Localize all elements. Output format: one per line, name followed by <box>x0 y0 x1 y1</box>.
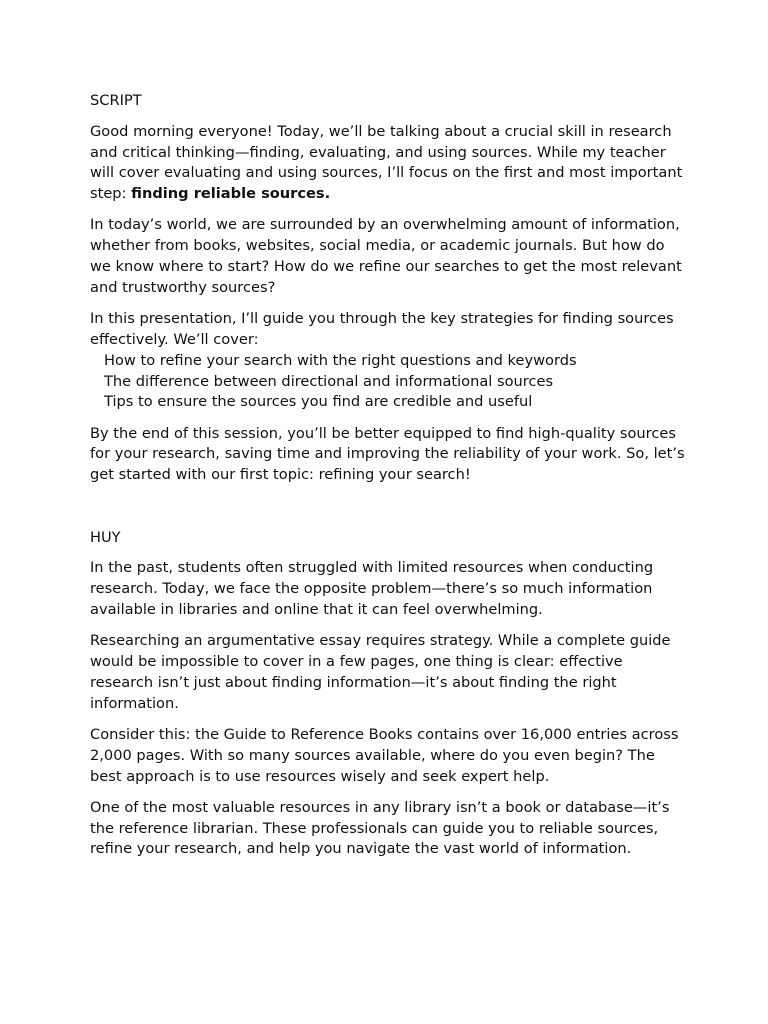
section-heading-huy: HUY <box>90 528 121 546</box>
list-item-text: The difference between directional and informational sources <box>104 372 554 390</box>
section-heading-script: SCRIPT <box>90 92 142 109</box>
script-paragraph-1-bold: finding reliable sources. <box>131 185 331 203</box>
list-item <box>90 392 690 413</box>
script-paragraph-3-intro: In this presentation, I’ll guide you through the key strategies for finding sources effectively. We’ll cover: <box>90 310 674 348</box>
huy-paragraph-3: Consider this: the Guide to Reference Books contains over 16,000 entries across 2,000 pages. With so many sources available, where do you even begin? The best approach is to use resources wisely and seek expert help. <box>90 725 679 785</box>
section-spacer <box>90 497 690 528</box>
script-paragraph-4: By the end of this session, you’ll be better equipped to find high-quality sources for your research, saving time and improving the reliability of your work. So, let’s get started with our first topic: refining your search! <box>90 424 685 484</box>
bullet-list <box>90 351 690 413</box>
script-paragraph-2: In today’s world, we are surrounded by an overwhelming amount of information, whether from books, websites, social media, or academic journals. But how do we know where to start? How do we refine our searches to get the most relevant and trustworthy sources? <box>90 216 682 296</box>
script-paragraph-1 <box>90 122 690 205</box>
script-paragraph-1-text: Good morning everyone! Today, we’ll be talking about a crucial skill in research and critical thinking—finding, evaluating, and using sources. While my teacher will cover evaluating and using sources, I’ll focus on the first and most important step: <box>90 122 683 203</box>
document-body <box>90 91 690 871</box>
huy-paragraph-2: Researching an argumentative essay requires strategy. While a complete guide would be impossible to cover in a few pages, one thing is clear: effective research isn’t just about finding information—it’s about finding the right information. <box>90 632 671 712</box>
list-item <box>90 351 690 372</box>
list-item <box>90 372 690 393</box>
huy-paragraph-1: In the past, students often struggled with limited resources when conducting research. Today, we face the opposite problem—there’s so much information available in libraries and online that it can feel overwhelming. <box>90 559 654 618</box>
huy-paragraph-4: One of the most valuable resources in any library isn’t a book or database—it’s the reference librarian. These professionals can guide you to reliable sources, refine your research, and help you navigate the vast world of information. <box>90 798 670 858</box>
list-item-text: How to refine your search with the right questions and keywords <box>104 351 577 369</box>
script-paragraph-3 <box>90 309 690 413</box>
list-item-text: Tips to ensure the sources you find are credible and useful <box>104 393 533 411</box>
